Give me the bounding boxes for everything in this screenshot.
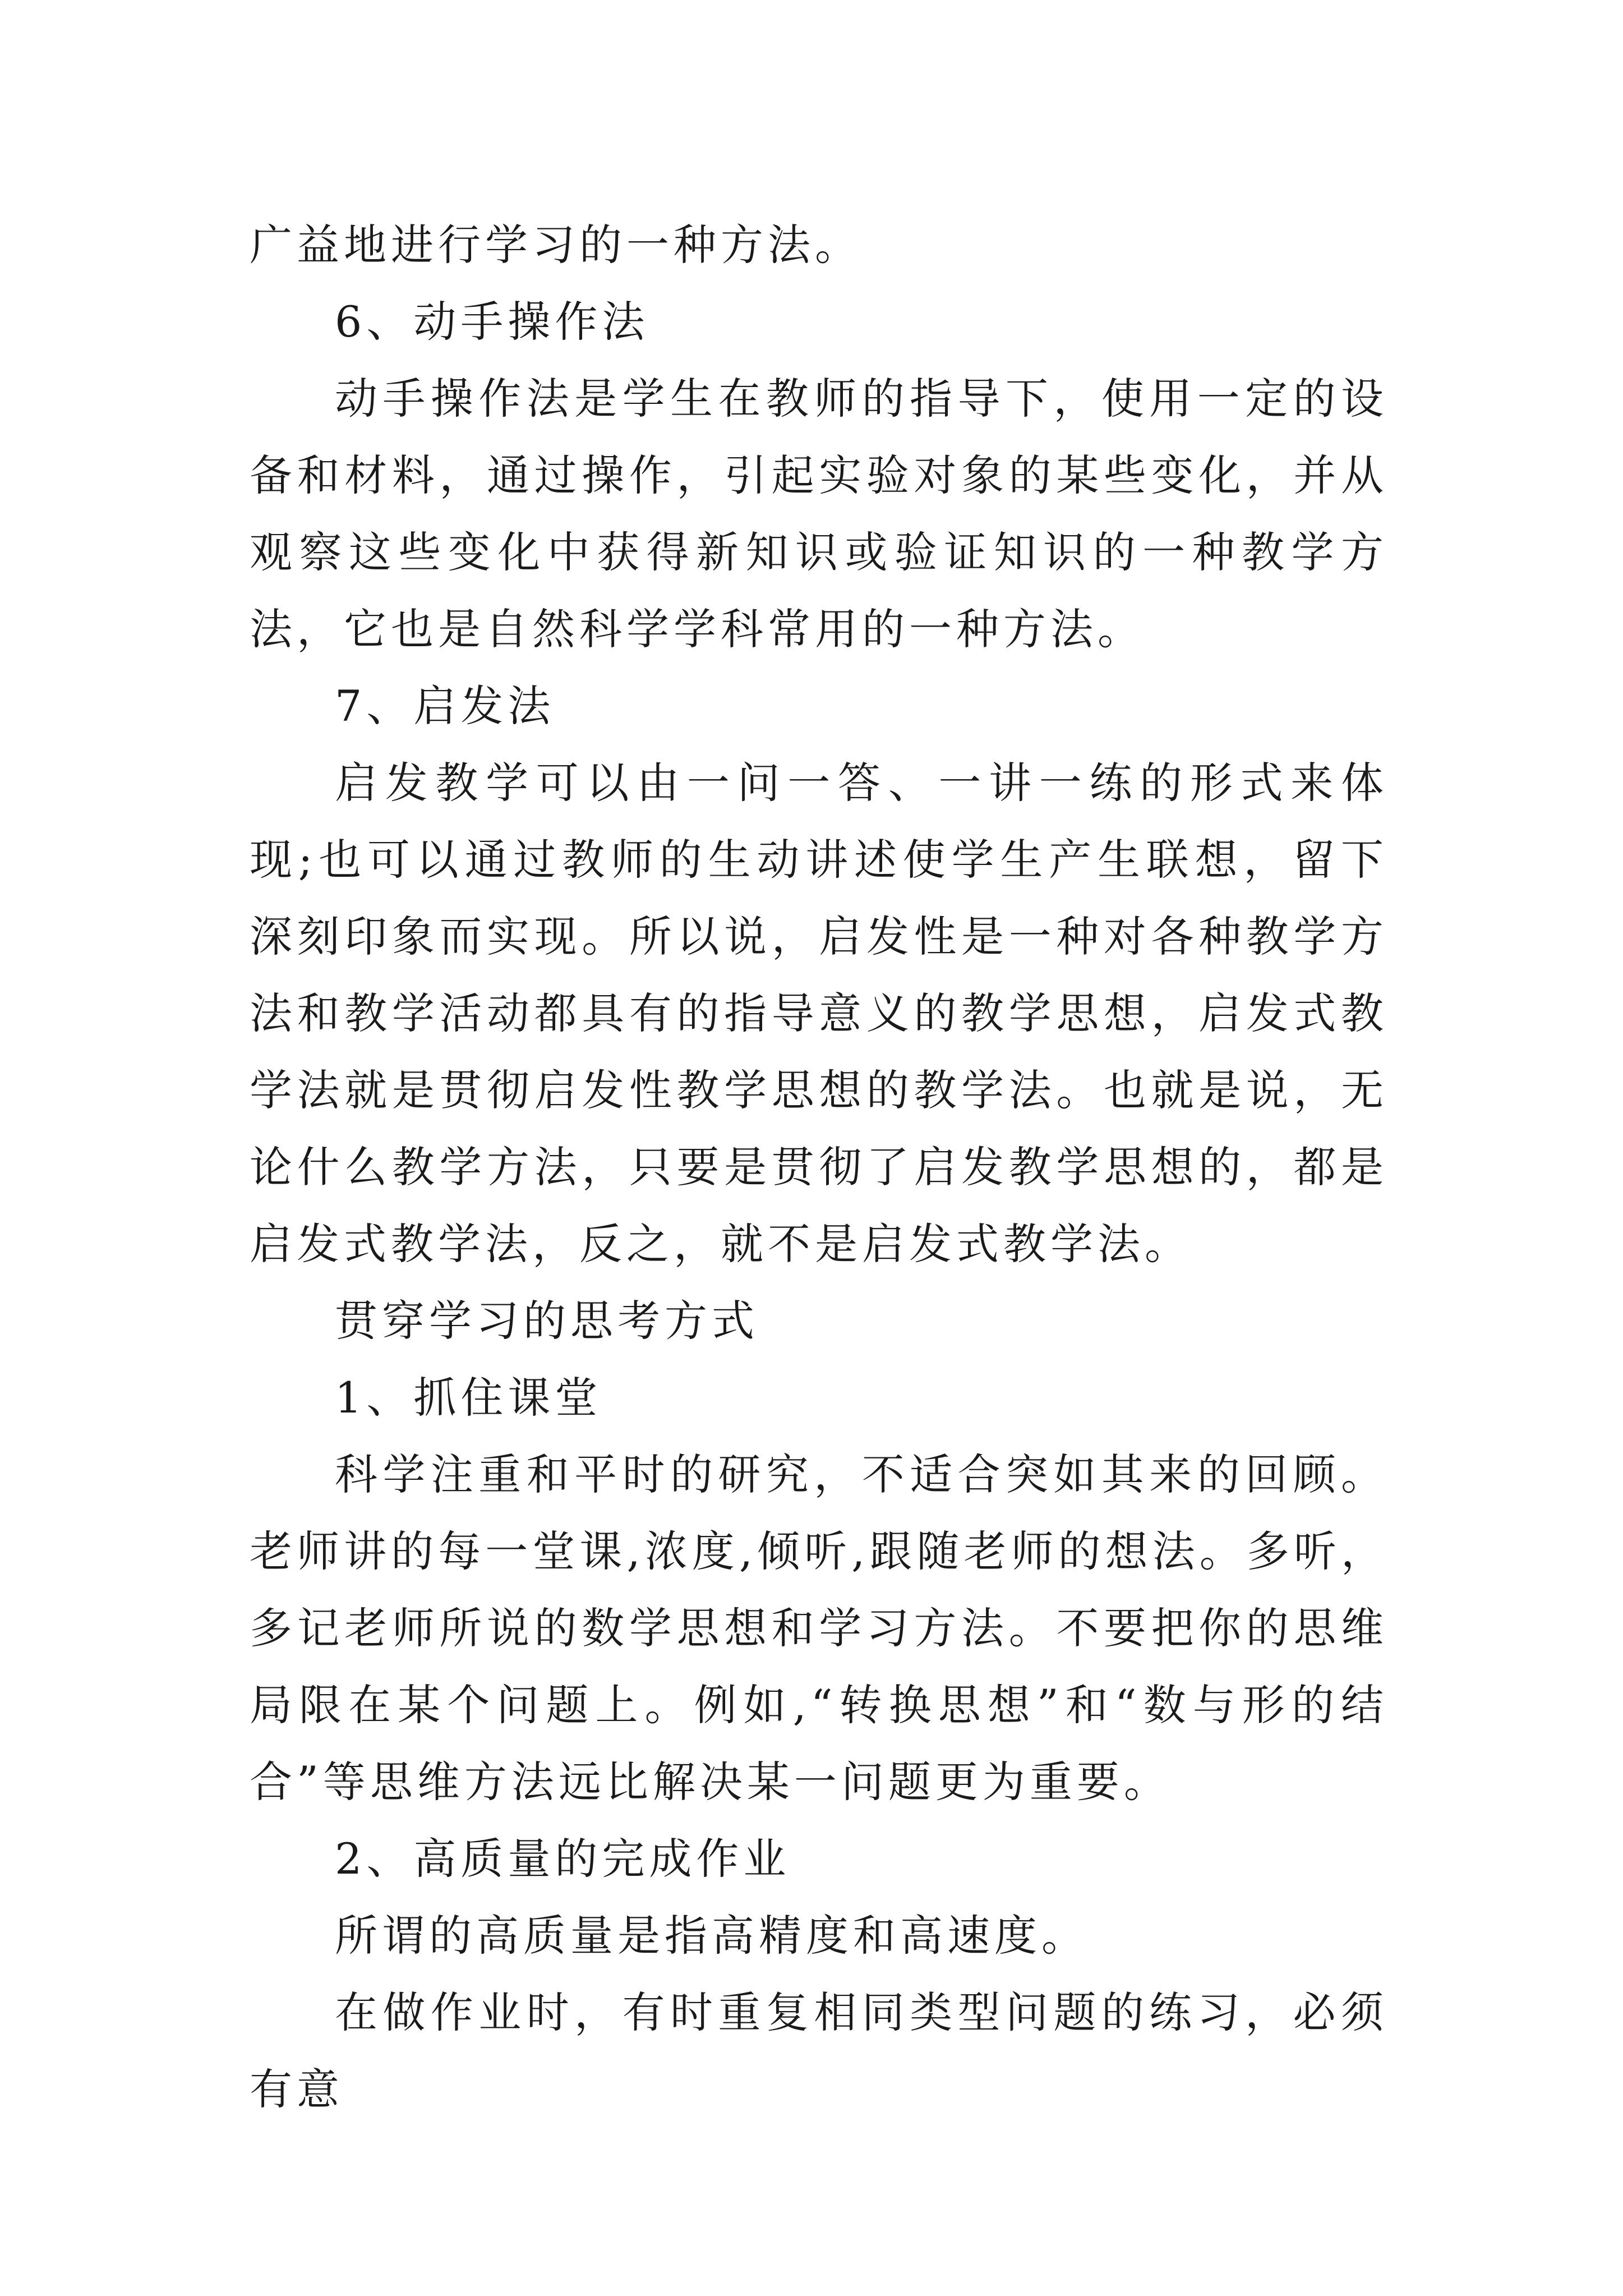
paragraph-heuristic-method: 启发教学可以由一问一答、一讲一练的形式来体现;也可以通过教师的生动讲述使学生产生联想，留下深刻印象而实现。所以说，启发性是一种对各种教学方法和教学活动都具有的指导意义的教学思想，启发式教学法就是贯彻启发性教学思想的教学法。也就是说，无论什么教学方法，只要是贯彻了启发教学思想的，都是启发式教学法，反之，就不是启发式教学法。 [250,758,1388,1269]
heading-quality-homework: 2、高质量的完成作业 [335,1834,791,1884]
heading-heuristic-method: 7、启发法 [335,681,555,731]
document-body [250,206,1388,2128]
heading-hands-on-method: 6、动手操作法 [335,297,649,347]
heading-grasp-class: 1、抓住课堂 [335,1373,602,1423]
paragraph-grasp-class: 科学注重和平时的研究，不适合突如其来的回顾。老师讲的每一堂课,浓度,倾听,跟随老师的想法。多听，多记老师所说的数学思想和学习方法。不要把你的思维局限在某个问题上。例如,“转换思想”和“数与形的结合”等思维方法远比解决某一问题更为重要。 [250,1450,1388,1807]
paragraph-homework-practice: 在做作业时，有时重复相同类型问题的练习，必须有意 [250,1987,1388,2114]
paragraph-hands-on-method: 动手操作法是学生在教师的指导下，使用一定的设备和材料，通过操作，引起实验对象的某些变化，并从观察这些变化中获得新知识或验证知识的一种教学方法，它也是自然科学学科常用的一种方法。 [250,374,1388,654]
paragraph-quality-definition: 所谓的高质量是指高精度和高速度。 [335,1911,1089,1961]
paragraph-continuation: 广益地进行学习的一种方法。 [250,220,862,270]
heading-thinking-approach: 贯穿学习的思考方式 [335,1296,759,1346]
